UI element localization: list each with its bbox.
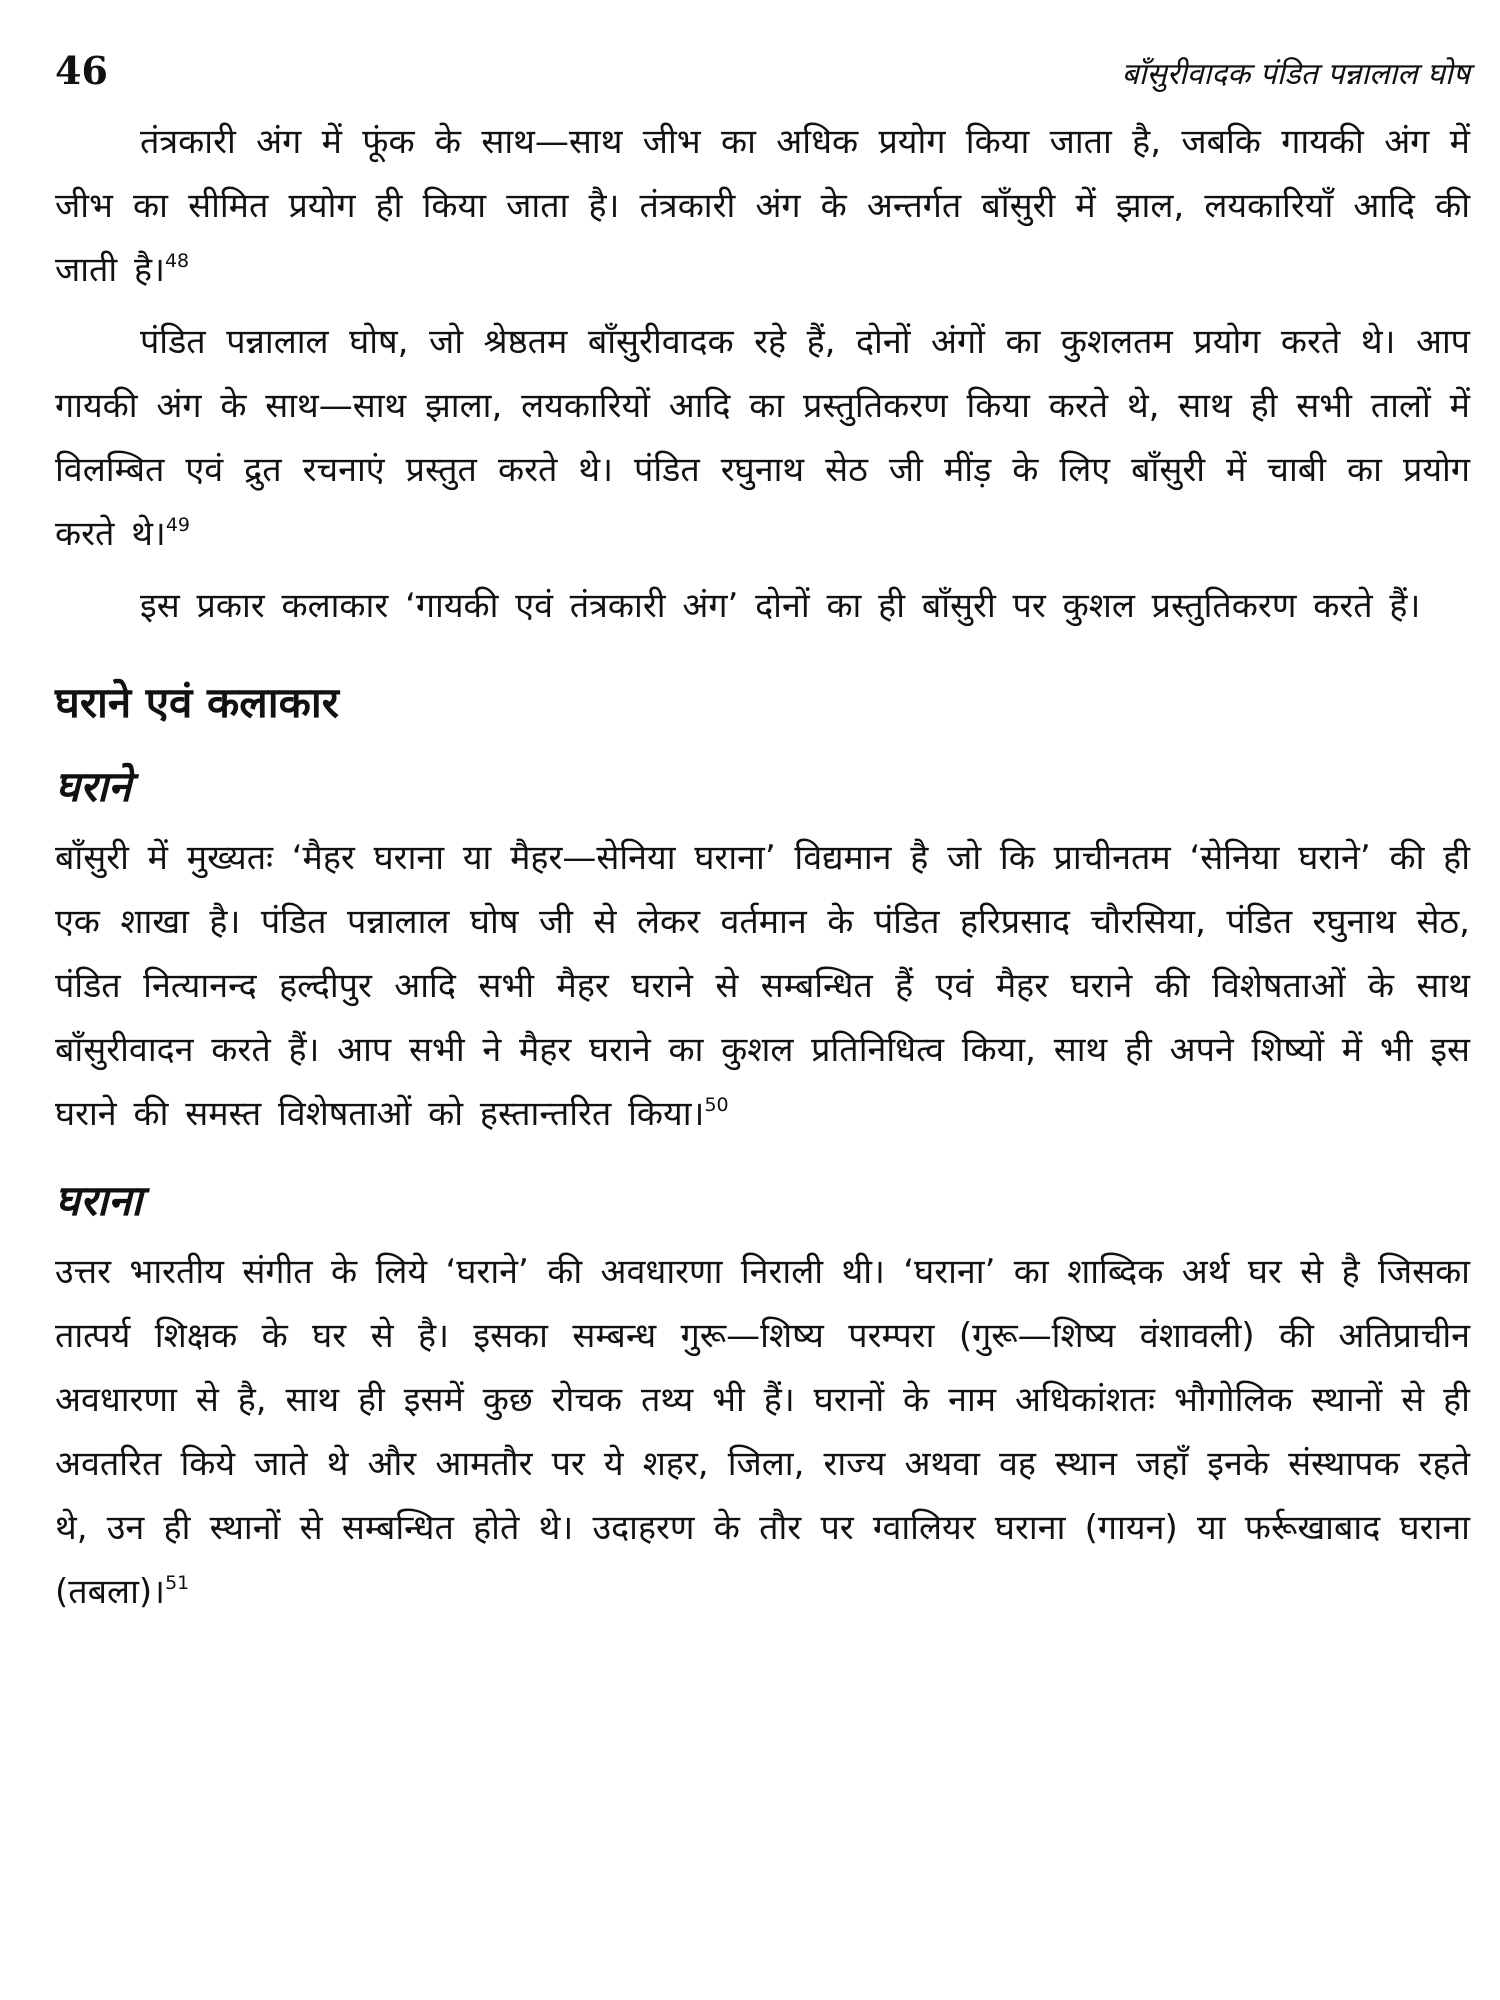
page-header <box>55 40 1470 110</box>
paragraph-text: उत्तर भारतीय संगीत के लिये ‘घराने’ की अवधारणा निराली थी। ‘घराना’ का शाब्दिक अर्थ घर से है जिसका तात्पर्य शिक्षक के घर से है। इसका सम्बन्ध गुरू—शिष्य परम्परा (गुरू—शिष्य वंशावली) की अतिप्राचीन अवधारणा से है, साथ ही इसमें कुछ रोचक तथ्य भी हैं। घरानों के नाम अधिकांशतः भौगोलिक स्थानों से ही अवतरित किये जाते थे और आमतौर पर ये शहर, जिला, राज्य अथवा वह स्थान जहाँ इनके संस्थापक रहते थे, उन ही स्थानों से सम्बन्धित होते थे। उदाहरण के तौर पर ग्वालियर घराना (गायन) या फर्रूखाबाद घराना (तबला)। <box>55 1252 1470 1612</box>
paragraph-text: पंडित पन्नालाल घोष, जो श्रेष्ठतम बाँसुरीवादक रहे हैं, दोनों अंगों का कुशलतम प्रयोग करते थे। आप गायकी अंग के साथ—साथ झाला, लयकारियों आदि का प्रस्तुतिकरण किया करते थे, साथ ही सभी तालों में विलम्बित एवं द्रुत रचनाएं प्रस्तुत करते थे। पंडित रघुनाथ सेठ जी मींड़ के लिए बाँसुरी में चाबी का प्रयोग करते थे। <box>55 322 1470 554</box>
footnote-ref: 48 <box>164 250 190 272</box>
paragraph <box>55 1240 1470 1624</box>
paragraph <box>55 574 1470 638</box>
paragraph-text: बाँसुरी में मुख्यतः ‘मैहर घराना या मैहर—सेनिया घराना’ विद्यमान है जो कि प्राचीनतम ‘सेनिया घराने’ की ही एक शाखा है। पंडित पन्नालाल घोष जी से लेकर वर्तमान के पंडित हरिप्रसाद चौरसिया, पंडित रघुनाथ सेठ, पंडित नित्यानन्द हल्दीपुर आदि सभी मैहर घराने से सम्बन्धित हैं एवं मैहर घराने की विशेषताओं के साथ बाँसुरीवादन करते हैं। आप सभी ने मैहर घराने का कुशल प्रतिनिधित्व किया, साथ ही अपने शिष्यों में भी इस घराने की समस्त विशेषताओं को हस्तान्तरित किया। <box>55 838 1470 1134</box>
paragraph-text: तंत्रकारी अंग में फूंक के साथ—साथ जीभ का अधिक प्रयोग किया जाता है, जबकि गायकी अंग में जीभ का सीमित प्रयोग ही किया जाता है। तंत्रकारी अंग के अन्तर्गत बाँसुरी में झाल, लयकारियाँ आदि की जाती है। <box>55 122 1470 290</box>
running-title: बाँसुरीवादक पंडित पन्नालाल घोष <box>1121 57 1470 92</box>
subheading-gharane: घराने <box>55 762 132 811</box>
footnote-ref: 49 <box>165 514 191 536</box>
page-number: 46 <box>55 48 108 93</box>
paragraph <box>55 110 1470 302</box>
footnote-ref: 51 <box>165 1572 190 1594</box>
section-heading: घराने एवं कलाकार <box>55 678 339 727</box>
paragraph <box>55 826 1470 1146</box>
paragraph <box>55 310 1470 566</box>
book-page <box>55 40 1470 1980</box>
footnote-ref: 50 <box>704 1094 729 1116</box>
paragraph-text: इस प्रकार कलाकार ‘गायकी एवं तंत्रकारी अंग’ दोनों का ही बाँसुरी पर कुशल प्रस्तुतिकरण करते हैं। <box>140 586 1421 626</box>
subheading-gharana: घराना <box>55 1176 143 1225</box>
